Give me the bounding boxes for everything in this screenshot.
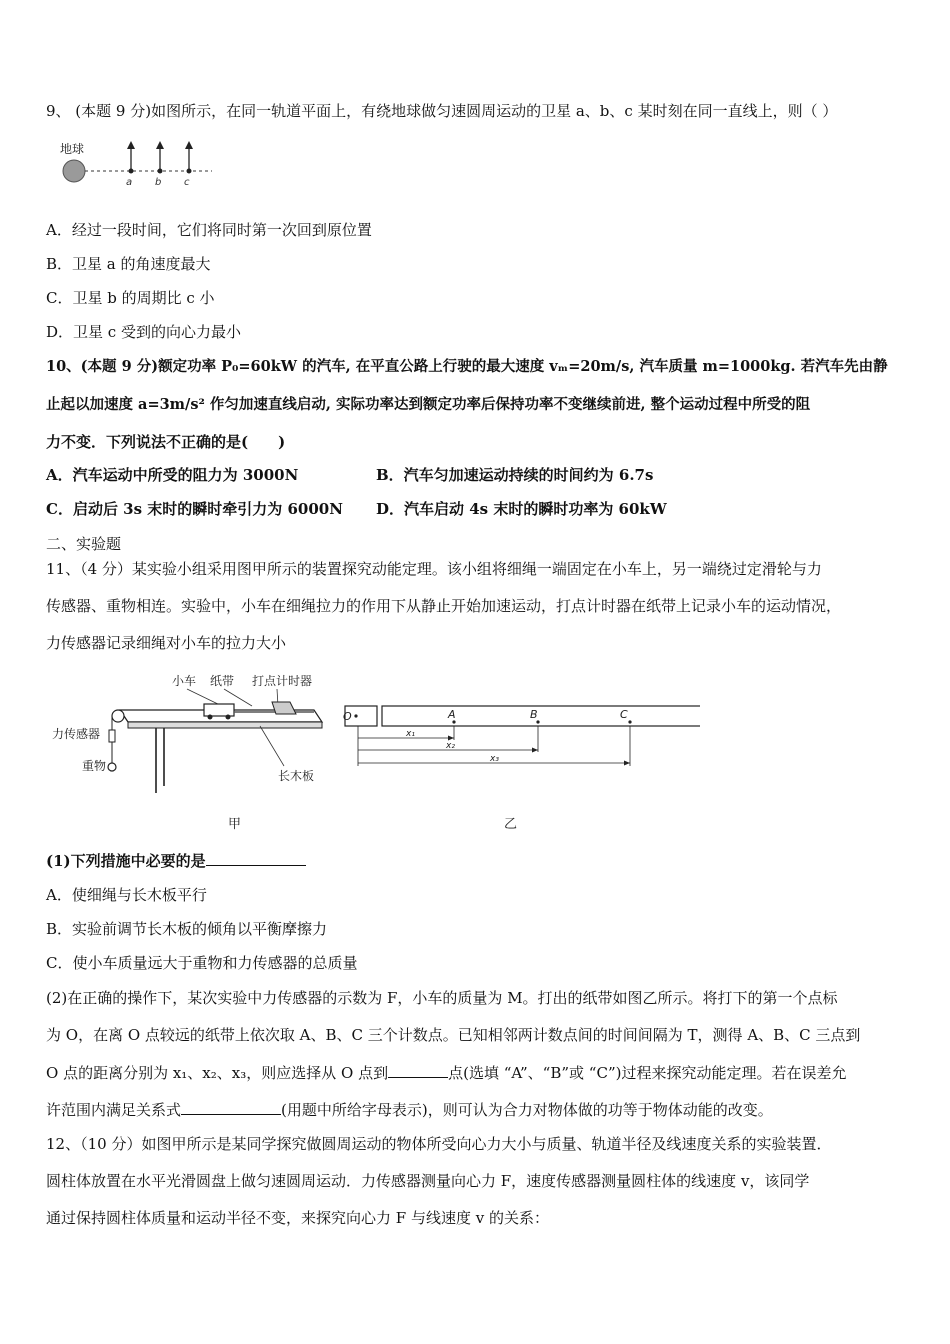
q11-stem-line3: 力传感器记录细绳对小车的拉力大小 bbox=[46, 634, 287, 652]
q9-satellite-figure bbox=[52, 138, 222, 190]
satellite-c bbox=[184, 141, 193, 188]
q12-stem-line1: 12、（10 分）如图甲所示是某同学探究做圆周运动的物体所受向心力大小与质量、轨道半径及线速度关系的实验装置． bbox=[46, 1135, 832, 1153]
q11-stem-line1: 11、（4 分）某实验小组采用图甲所示的装置探究动能定理。该小组将细绳一端固定在小车上，另一端绕过定滑轮与力 bbox=[46, 560, 822, 578]
q9-stem: 9、 (本题 9 分)如图所示，在同一轨道平面上，有绕地球做匀速圆周运动的卫星 a、b、c 某时刻在同一直线上，则（ ） bbox=[46, 102, 838, 120]
q11-part2-line1: (2)在正确的操作下，某次实验中力传感器的示数为 F，小车的质量为 M。打出的纸带如图乙所示。将打下的第一个点标 bbox=[46, 989, 838, 1007]
q9-option-b: B．卫星 a 的角速度最大 bbox=[46, 255, 211, 273]
q12-stem-line3: 通过保持圆柱体质量和运动半径不变，来探究向心力 F 与线速度 v 的关系： bbox=[46, 1209, 549, 1227]
svg-text:b: b bbox=[155, 177, 162, 188]
svg-text:重物: 重物 bbox=[82, 759, 107, 773]
q11-part2-line2: 为 O，在离 O 点较远的纸带上依次取 A、B、C 三个计数点。已知相邻两计数点间的时间间隔为 T，测得 A、B、C 三点到 bbox=[46, 1026, 861, 1044]
svg-text:a: a bbox=[126, 177, 133, 188]
q9-option-d: D．卫星 c 受到的向心力最小 bbox=[46, 323, 241, 341]
q11-part1-option-c: C．使小车质量远大于重物和力传感器的总质量 bbox=[46, 954, 358, 972]
q10-stem-line1: 10、(本题 9 分)额定功率 P₀=60kW 的汽车, 在平直公路上行驶的最大速度 vₘ=20m/s, 汽车质量 m=1000kg. 若汽车先由静 bbox=[46, 358, 888, 375]
section-title: 二、实验题 bbox=[46, 535, 122, 553]
q10-option-d: D．汽车启动 4s 末时的瞬时功率为 60kW bbox=[376, 500, 667, 518]
point-a: A bbox=[448, 708, 456, 721]
earth-label: 地球 bbox=[60, 142, 85, 156]
point-o: O bbox=[343, 710, 352, 723]
svg-text:长木板: 长木板 bbox=[278, 769, 315, 783]
svg-text:小车: 小车 bbox=[172, 674, 197, 688]
satellite-b bbox=[155, 141, 164, 188]
q11-figure-yi bbox=[340, 700, 700, 835]
caption-yi: 乙 bbox=[504, 817, 518, 832]
q10-option-a: A．汽车运动中所受的阻力为 3000N bbox=[46, 466, 299, 484]
q10-option-b: B．汽车匀加速运动持续的时间约为 6.7s bbox=[376, 466, 654, 484]
q11-part2-line3: O 点的距离分别为 x₁、x₂、x₃，则应选择从 O 点到 点(选填 “A”、“B”或 “C”)过程来探究动能定理。若在误差允 bbox=[46, 1064, 847, 1082]
point-b: B bbox=[530, 708, 538, 721]
distance-x1: x₁ bbox=[406, 729, 415, 739]
q10-stem-line2: 止起以加速度 a=3m/s² 作匀加速直线启动, 实际功率达到额定功率后保持功率不变继续前进, 整个运动过程中所受的阻 bbox=[46, 396, 811, 413]
q11-part1: (1)下列措施中必要的是 bbox=[46, 850, 306, 871]
svg-text:纸带: 纸带 bbox=[210, 674, 235, 688]
satellite-a bbox=[126, 141, 135, 188]
earth-icon bbox=[63, 160, 85, 182]
q10-stem-line3: 力不变．下列说法不正确的是( ) bbox=[46, 433, 286, 451]
distance-x3: x₃ bbox=[490, 754, 499, 764]
svg-text:力传感器: 力传感器 bbox=[52, 727, 101, 741]
distance-x2: x₂ bbox=[446, 741, 455, 751]
q11-part1-option-a: A．使细绳与长木板平行 bbox=[46, 886, 207, 904]
q10-option-c: C．启动后 3s 末时的瞬时牵引力为 6000N bbox=[46, 500, 343, 518]
q11-figure-jia bbox=[52, 668, 342, 833]
q9-option-c: C．卫星 b 的周期比 c 小 bbox=[46, 289, 215, 307]
q9-option-a: A．经过一段时间，它们将同时第一次回到原位置 bbox=[46, 221, 372, 239]
caption-jia: 甲 bbox=[228, 817, 242, 832]
q12-stem-line2: 圆柱体放置在水平光滑圆盘上做匀速圆周运动．力传感器测量向心力 F，速度传感器测量圆柱体的线速度 v，该同学 bbox=[46, 1172, 810, 1190]
q11-part1-option-b: B．实验前调节长木板的倾角以平衡摩擦力 bbox=[46, 920, 328, 938]
svg-text:打点计时器: 打点计时器 bbox=[252, 674, 313, 688]
point-c: C bbox=[620, 708, 628, 721]
q11-stem-line2: 传感器、重物相连。实验中，小车在细绳拉力的作用下从静止开始加速运动，打点计时器在纸带上记录小车的运动情况， bbox=[46, 597, 842, 615]
q11-part2-line4: 许范围内满足关系式 (用题中所给字母表示)，则可认为合力对物体做的功等于物体动能的改变。 bbox=[46, 1101, 773, 1119]
svg-text:c: c bbox=[184, 177, 190, 188]
